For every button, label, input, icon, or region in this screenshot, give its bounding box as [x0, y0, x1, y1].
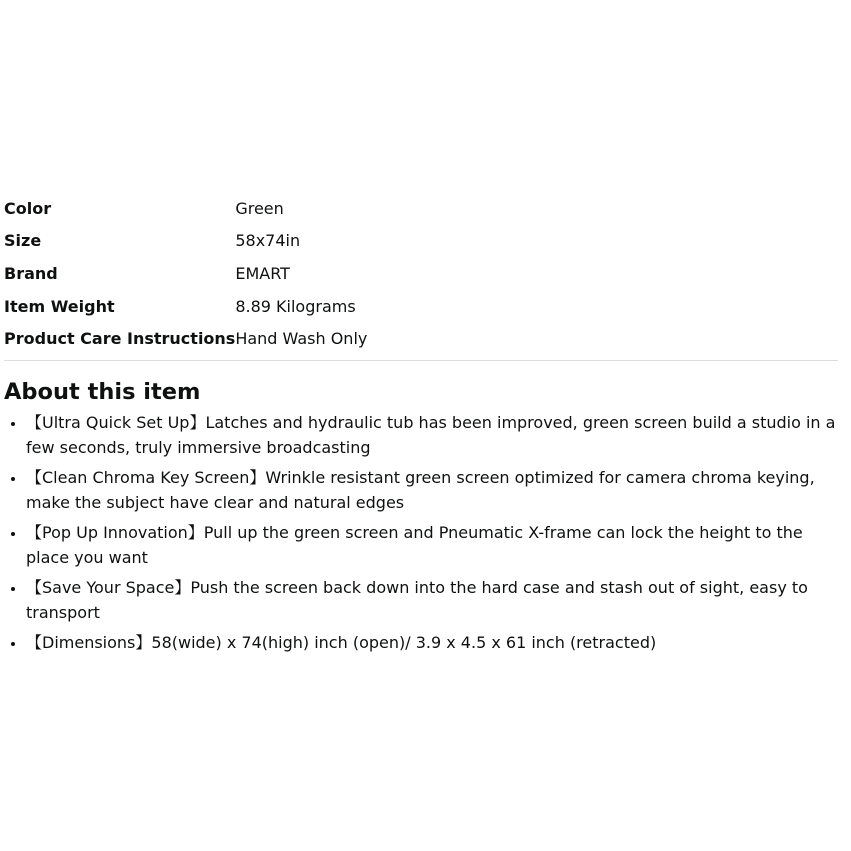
list-item: • 【Pop Up Innovation】Pull up the green screen and Pneumatic X-frame can lock the height to the place you want — [26, 520, 838, 570]
product-specs-table — [4, 192, 367, 355]
list-item: • 【Clean Chroma Key Screen】Wrinkle resistant green screen optimized for camera chroma keying, make the subject have clear and natural edges — [26, 465, 838, 515]
list-item: • 【Dimensions】58(wide) x 74(high) inch (open)/ 3.9 x 4.5 x 61 inch (retracted) — [26, 630, 838, 655]
spec-key: Product Care Instructions — [4, 329, 236, 349]
spec-value: 8.89 Kilograms — [235, 296, 356, 316]
spec-row-item-weight — [4, 290, 367, 323]
list-item: • 【Ultra Quick Set Up】Latches and hydraulic tub has been improved, green screen build a studio in a few seconds, truly immersive broadcasting — [26, 410, 838, 460]
spec-key: Color — [4, 198, 52, 218]
about-bullet-list — [4, 410, 838, 655]
spec-value: EMART — [235, 263, 290, 283]
spec-key: Item Weight — [4, 296, 115, 316]
spec-key: Brand — [4, 263, 58, 283]
spec-row-brand — [4, 257, 367, 290]
spec-key: Size — [4, 231, 42, 251]
spec-value: 58x74in — [235, 231, 301, 251]
spec-row-care-instructions — [4, 322, 367, 355]
section-divider — [4, 360, 838, 361]
spec-value: Green — [235, 198, 284, 218]
spec-value: Hand Wash Only — [235, 329, 368, 349]
product-details-panel — [4, 192, 838, 660]
spec-row-size — [4, 225, 367, 258]
spec-row-color — [4, 192, 367, 225]
list-item: • 【Save Your Space】Push the screen back down into the hard case and stash out of sight, easy to transport — [26, 575, 838, 625]
about-section-title: About this item — [4, 378, 201, 405]
